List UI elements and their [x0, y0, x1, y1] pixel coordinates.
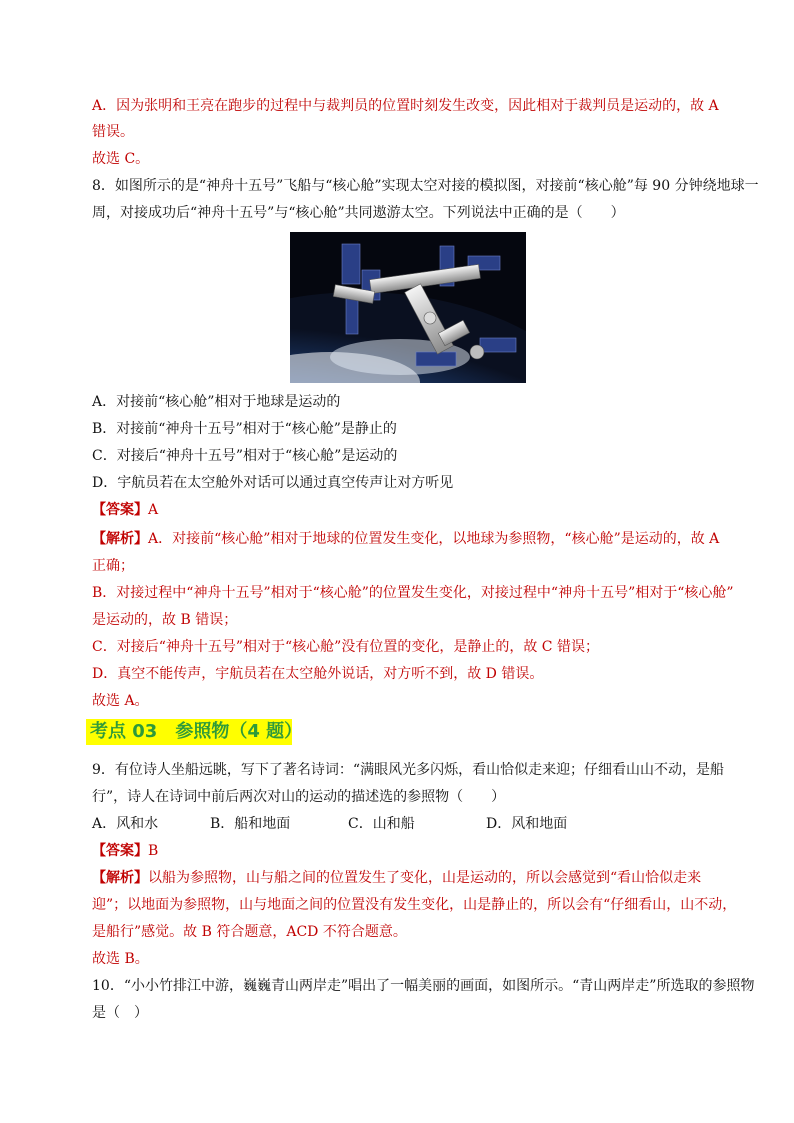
- q8-analysis-line: D．真空不能传声，宇航员若在太空舱外说话，对方听不到，故 D 错误。: [92, 666, 544, 682]
- q8-conclusion: 故选 A。: [92, 693, 149, 709]
- prev-analysis-line: A．因为张明和王亮在跑步的过程中与裁判员的位置时刻发生改变，因此相对于裁判员是运动的，故 A: [92, 98, 719, 114]
- space-station-image: [290, 232, 526, 383]
- q9-analysis-line: 是船行”感觉。故 B 符合题意，ACD 不符合题意。: [92, 924, 407, 940]
- answer-tag: 【答案】: [92, 843, 148, 859]
- q8-option-d: D．宇航员若在太空舱外对话可以通过真空传声让对方听见: [92, 475, 454, 491]
- q10-stem: 10．“小小竹排江中游，巍巍青山两岸走”唱出了一幅美丽的画面，如图所示。“青山两岸走”所选取的参照物: [92, 978, 755, 994]
- q8-option-a: A．对接前“核心舱”相对于地球是运动的: [92, 394, 341, 410]
- q8-analysis-line: 是运动的，故 B 错误；: [92, 612, 238, 628]
- analysis-tag: 【解析】: [92, 870, 148, 886]
- q9-stem: 9．有位诗人坐船远眺，写下了著名诗词：“满眼风光多闪烁，看山恰似走来迎；仔细看山山不动，是船: [92, 762, 725, 778]
- q9-option-b: B．船和地面: [210, 816, 291, 832]
- q9-option-d: D．风和地面: [486, 816, 568, 832]
- q9-option-c: C．山和船: [348, 816, 415, 832]
- analysis-tag: 【解析】: [92, 531, 148, 547]
- section-heading: 考点 03 参照物（4 题）: [86, 719, 292, 745]
- q10-stem: 是（ ）: [92, 1005, 148, 1021]
- q9-answer: [92, 841, 158, 861]
- q8-stem: 8．如图所示的是“神舟十五号”飞船与“核心舱”实现太空对接的模拟图，对接前“核心舱”每 90 分钟绕地球一: [92, 178, 759, 194]
- q9-conclusion: 故选 B。: [92, 951, 149, 967]
- q8-analysis-line: [92, 529, 719, 549]
- q8-answer: [92, 500, 158, 520]
- space-station-illustration: [290, 232, 526, 383]
- q9-analysis-line: 迎”；以地面为参照物，山与地面之间的位置没有发生变化，山是静止的，所以会有“仔细看山，山不动，: [92, 897, 737, 913]
- answer-value: A: [148, 502, 159, 518]
- answer-tag: 【答案】: [92, 502, 148, 518]
- q9-stem: 行”，诗人在诗词中前后两次对山的运动的描述选的参照物（ ）: [92, 789, 506, 805]
- prev-analysis-line: 错误。: [92, 124, 134, 140]
- q8-analysis-line: B．对接过程中“神舟十五号”相对于“核心舱”的位置发生变化，对接过程中“神舟十五号”相对于“核心舱”: [92, 585, 734, 601]
- q8-option-b: B．对接前“神舟十五号”相对于“核心舱”是静止的: [92, 421, 397, 437]
- answer-value: B: [148, 843, 159, 859]
- q8-option-c: C．对接后“神舟十五号”相对于“核心舱”是运动的: [92, 448, 398, 464]
- q8-analysis-line: C．对接后“神舟十五号”相对于“核心舱”没有位置的变化，是静止的，故 C 错误；: [92, 639, 599, 655]
- analysis-text: 以船为参照物，山与船之间的位置发生了变化，山是运动的，所以会感觉到“看山恰似走来: [148, 870, 702, 886]
- q9-analysis-line: [92, 868, 701, 888]
- prev-conclusion: 故选 C。: [92, 151, 150, 167]
- analysis-text: A．对接前“核心舱”相对于地球的位置发生变化，以地球为参照物，“核心舱”是运动的，故 A: [148, 531, 720, 547]
- q8-stem: 周，对接成功后“神舟十五号”与“核心舱”共同遨游太空。下列说法中正确的是（ ）: [92, 205, 625, 221]
- q9-option-a: A．风和水: [92, 816, 159, 832]
- q8-analysis-line: 正确；: [92, 558, 134, 574]
